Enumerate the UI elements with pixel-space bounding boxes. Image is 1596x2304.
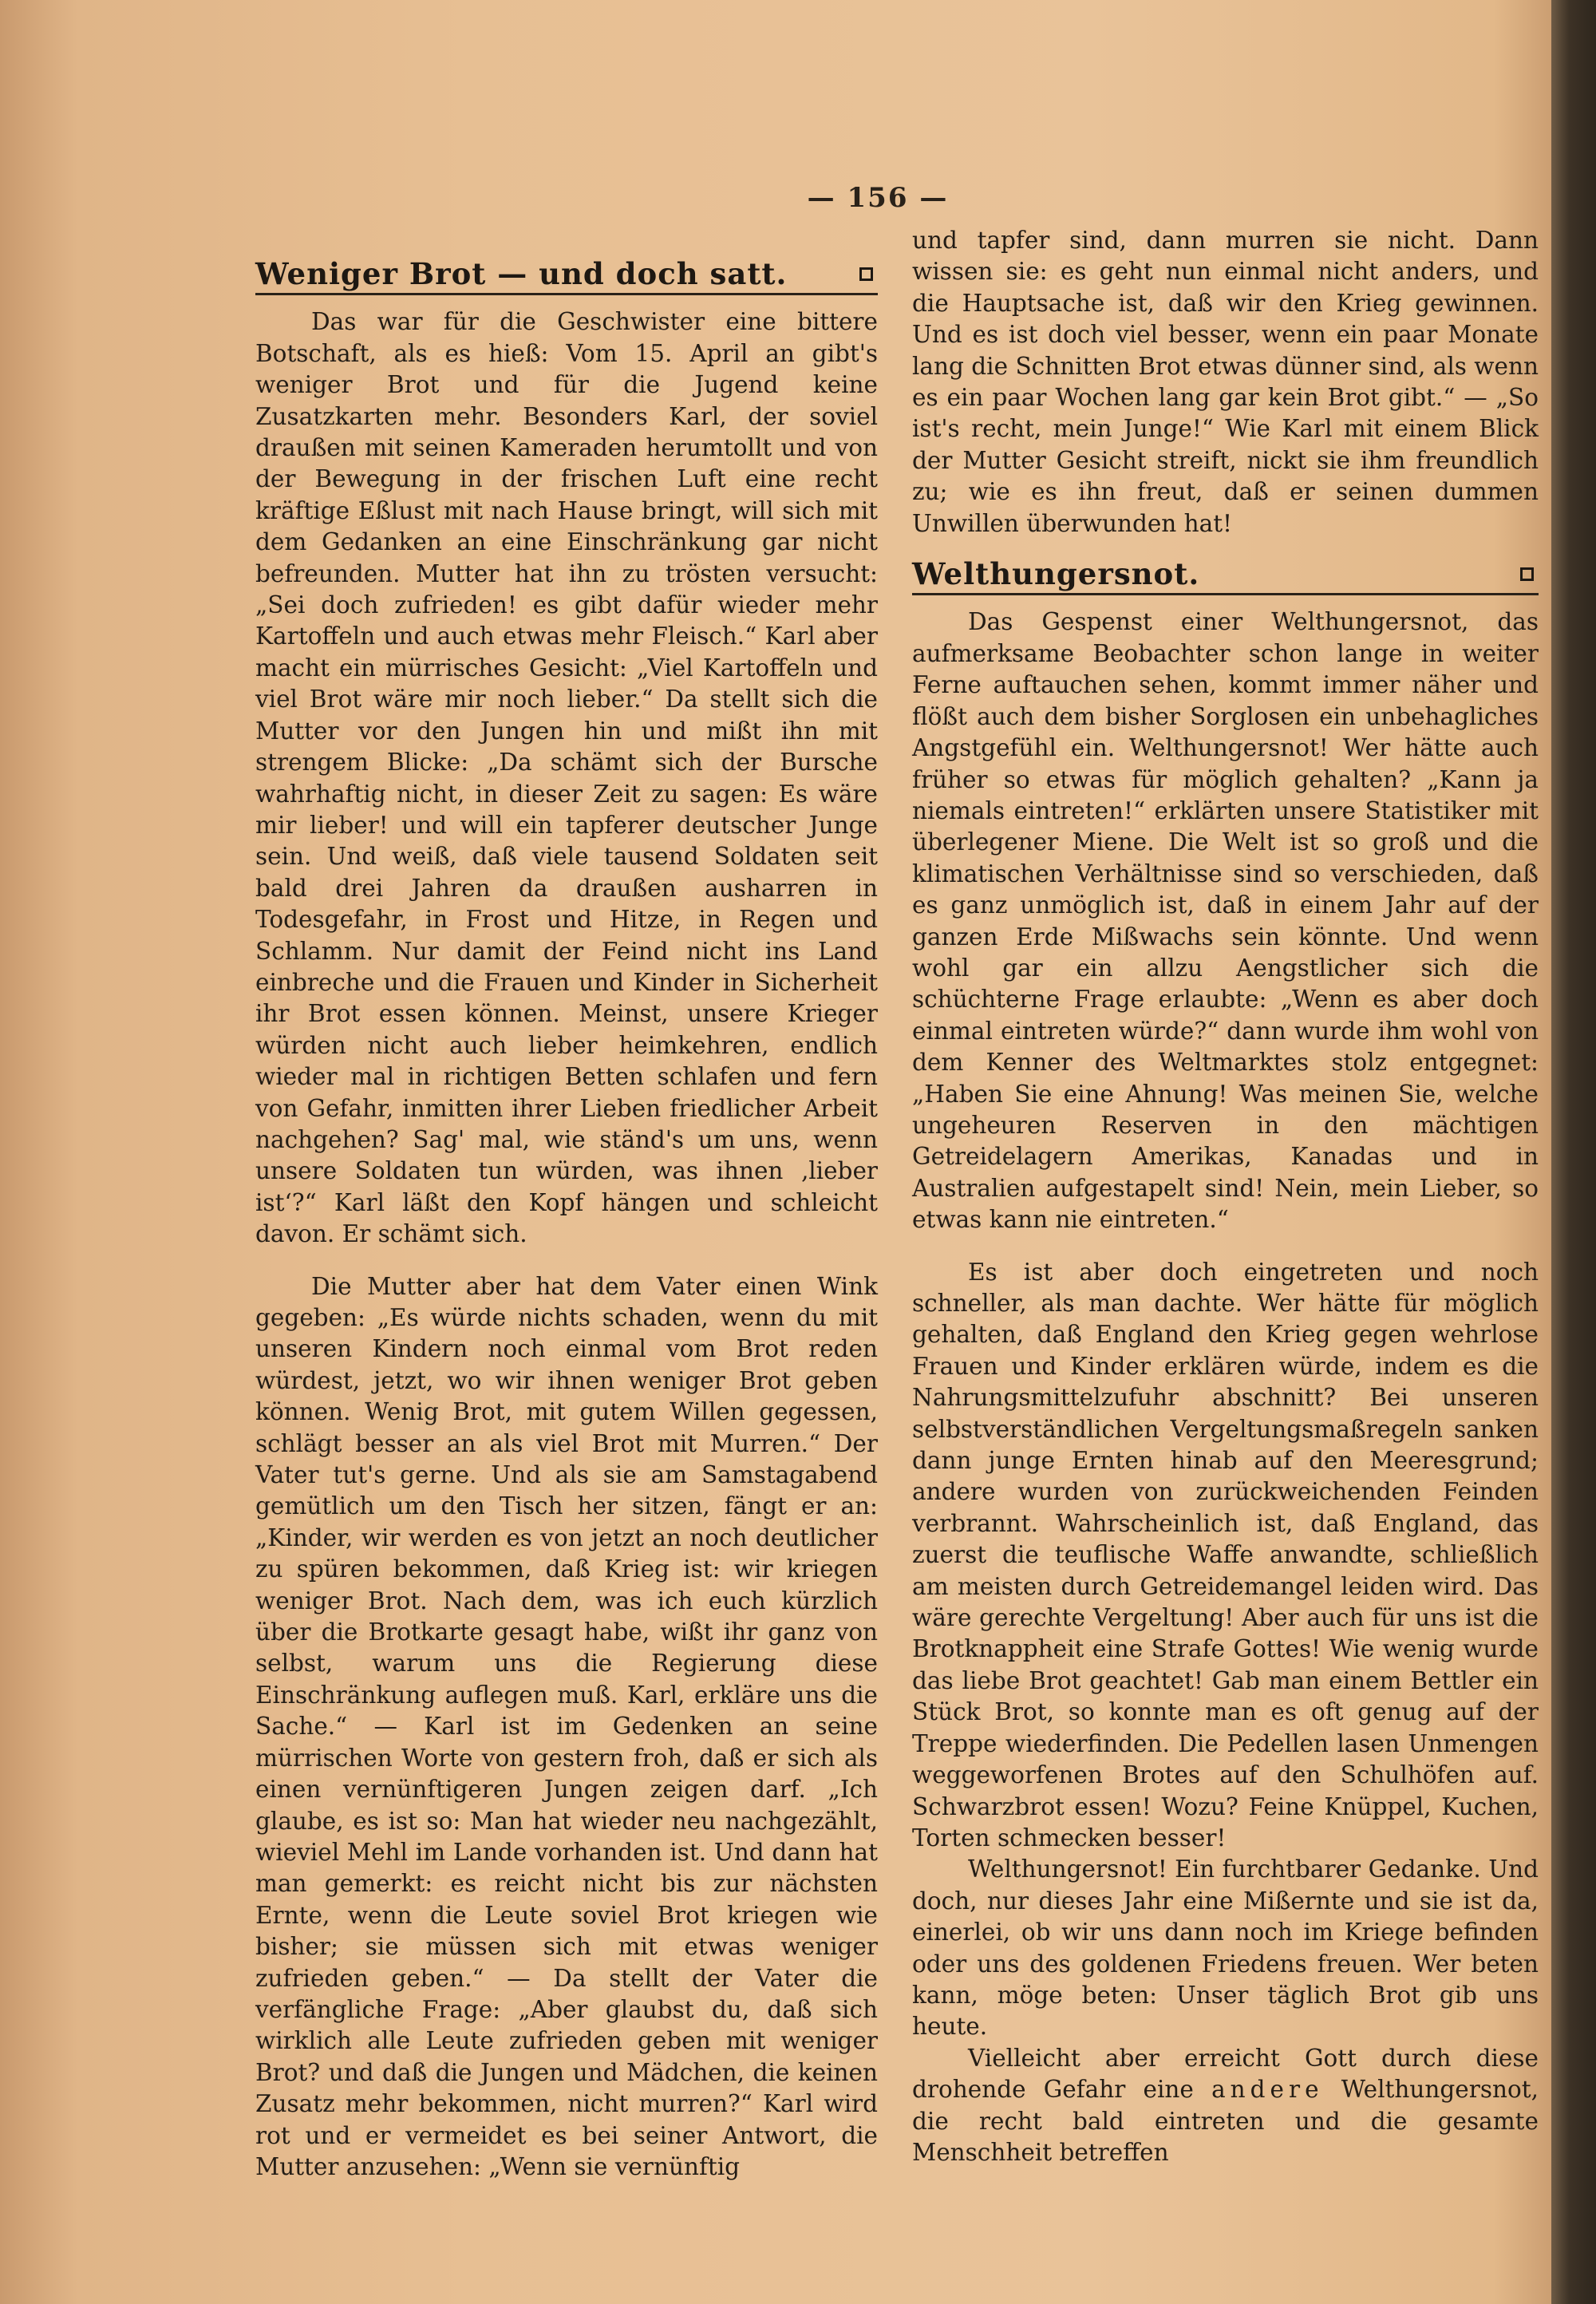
article-heading-row [255, 256, 878, 295]
square-ornament-icon [859, 267, 873, 281]
text-run: Vielleicht aber erreicht Gott durch diese drohende Gefahr eine [912, 2044, 1539, 2104]
article-title: Welthungersnot. [912, 556, 1200, 592]
article-paragraph: Welthungersnot! Ein furchtbarer Gedanke. Und doch, nur dieses Jahr eine Mißernte und sie ist da, einerlei, ob wir uns dann noch im Kriege befinden oder uns des goldenen Friedens freuen. Wer beten kann, möge beten: Unser täglich Brot gib uns heute. [912, 1855, 1539, 2041]
article-continuation: und tapfer sind, dann murren sie nicht. Dann wissen sie: es geht nun einmal nicht anders, und die Hauptsache ist, daß wir den Krieg gewinnen. Und es ist doch viel besser, wenn ein paar Monate lang die Schnitten Brot etwas dünner sind, als wenn es ein paar Wochen lang gar kein Brot gibt.“ — „So ist's recht, mein Junge!“ Wie Karl mit einem Blick der Mutter Gesicht streift, nickt sie ihm freundlich zu; wie es ihn freut, daß er seinen dummen Unwillen überwunden hat! [912, 227, 1539, 537]
article-welthungersnot [912, 556, 1539, 2168]
text-run: Welthungersnot, die recht bald eintreten und die gesamte Menschheit betreffen [912, 2076, 1539, 2166]
article-heading-row [912, 556, 1539, 595]
emphasized-word: andere [1211, 2076, 1324, 2104]
article-paragraph: Das Gespenst einer Welthungersnot, das aufmerksame Beobachter schon lange in weiter Ferne auftauchen sehen, kommt immer näher und flößt auch dem bisher Sorglosen ein unbehagliches Angstgefühl ein. Welthungersnot! Wer hätte auch früher so etwas für möglich gehalten? „Kann ja niemals eintreten!“ erklärten unsere Statistiker mit überlegener Miene. Die Welt ist so groß und die klimatischen Verhältnisse sind so verschieden, daß es ganz unmöglich ist, daß in einem Jahr auf der ganzen Erde Mißwachs sein könnte. Und wenn wohl gar ein allzu Aengstlicher sich die schüchterne Frage erlaubte: „Wenn es aber doch einmal eintreten würde?“ dann wurde ihm wohl von dem Kenner des Weltmarktes stolz entgegnet: „Haben Sie eine Ahnung! Was meinen Sie, welche ungeheuren Reserven in den mächtigen Getreidelagern Amerikas, Kanadas und in Australien aufgestapelt sind! Nein, mein Lieber, so etwas kann nie eintreten.“ [912, 608, 1539, 1234]
article-paragraph: Das war für die Geschwister eine bittere Botschaft, als es hieß: Vom 15. April an gibt's weniger Brot und für die Jugend keine Zusatzkarten mehr. Besonders Karl, der soviel draußen mit seinen Kameraden herumtollt und von der Bewegung in der frischen Luft eine recht kräftige Eßlust mit nach Hause bringt, will sich mit dem Gedanken an eine Einschränkung gar nicht befreunden. Mutter hat ihn zu trösten versucht: „Sei doch zufrieden! es gibt dafür wieder mehr Kartoffeln und auch etwas mehr Fleisch.“ Karl aber macht ein mürrisches Gesicht: „Viel Kartoffeln und viel Brot wäre mir noch lieber.“ Da stellt sich die Mutter vor den Jungen hin und mißt ihn mit strengem Blicke: „Da schämt sich der Bursche wahrhaftig nicht, in dieser Zeit zu sagen: Es wäre mir lieber! und will ein tapferer deutscher Junge sein. Und weiß, daß viele tausend Soldaten seit bald drei Jahren da draußen ausharren in Todesgefahr, in Frost und Hitze, in Regen und Schlamm. Nur damit der Feind nicht ins Land einbreche und die Frauen und Kinder in Sicherheit ihr Brot essen können. Meinst, unsere Krieger würden nicht auch lieber heimkehren, endlich wieder mal in richtigen Betten schlafen und fern von Gefahr, inmitten ihrer Lieben friedlicher Arbeit nachgehen? Sag' mal, wie ständ's um uns, wenn unsere Soldaten tun würden, was ihnen ‚lieber ist‘?“ Karl läßt den Kopf hängen und schleicht davon. Er schämt sich. [255, 308, 878, 1248]
page-number: — 156 — [807, 182, 949, 214]
square-ornament-icon [1520, 567, 1534, 581]
article-paragraph: Es ist aber doch eingetreten und noch schneller, als man dachte. Wer hätte für möglich gehalten, daß England den Krieg gegen wehrlose Frauen und Kinder erklären würde, indem es die Nahrungsmittelzufuhr abschnitt? Bei unseren selbstverständlichen Vergeltungsmaßregeln sanken dann junge Ernten hinab auf den Meeresgrund; andere wurden von zurückweichenden Feinden verbrannt. Wahrscheinlich ist, daß England, das zuerst die teuflische Waffe anwandte, schließlich am meisten durch Getreidemangel leiden wird. Das wäre gerechte Vergeltung! Aber auch für uns ist die Brotknappheit eine Strafe Gottes! Wie wenig wurde das liebe Brot geachtet! Gab man einem Bettler ein Stück Brot, so konnte man es oft genug auf der Treppe wiederfinden. Die Pedellen lasen Unmengen weggeworfenen Brotes auf den Schulhöfen auf. Schwarzbrot essen! Wozu? Feine Knüppel, Kuchen, Torten schmecken besser! [912, 1258, 1539, 1851]
article-weniger-brot [255, 256, 878, 2183]
left-column [255, 254, 878, 2203]
book-gutter [1551, 0, 1596, 2304]
article-title: Weniger Brot — und doch satt. [255, 256, 788, 291]
right-column [912, 225, 1539, 2168]
article-paragraph: Die Mutter aber hat dem Vater einen Wink gegeben: „Es würde nichts schaden, wenn du mit unseren Kindern noch einmal vom Brot reden würdest, jetzt, wo wir ihnen weniger Brot geben können. Wenig Brot, mit gutem Willen gegessen, schlägt besser an als viel Brot mit Murren.“ Der Vater tut's gerne. Und als sie am Samstagabend gemütlich um den Tisch her sitzen, fängt er an: „Kinder, wir werden es von jetzt an noch deutlicher zu spüren bekommen, daß Krieg ist: wir kriegen weniger Brot. Nach dem, was ich euch kürzlich über die Brotkarte gesagt habe, wißt ihr ganz von selbst, warum uns die Regierung diese Einschränkung auflegen muß. Karl, erkläre uns die Sache.“ — Karl ist im Gedenken an seine mürrischen Worte von gestern froh, daß er sich als einen vernünftigeren Jungen zeigen darf. „Ich glaube, es ist so: Man hat wieder neu nachgezählt, wieviel Mehl im Lande vorhanden ist. Und dann hat man gemerkt: es reicht nicht bis zur nächsten Ernte, wenn die Leute soviel Brot kriegen wie bisher; sie müssen sich mit etwas weniger zufrieden geben.“ — Da stellt der Vater die verfängliche Frage: „Aber glaubst du, daß sich wirklich alle Leute zufrieden geben mit weniger Brot? und daß die Jungen und Mädchen, die keinen Zusatz mehr bekommen, nicht murren?“ Karl wird rot und er vermeidet es bei seiner Antwort, die Mutter anzusehen: „Wenn sie vernünftig [255, 1272, 878, 2180]
article-paragraph-last [912, 2043, 1539, 2169]
